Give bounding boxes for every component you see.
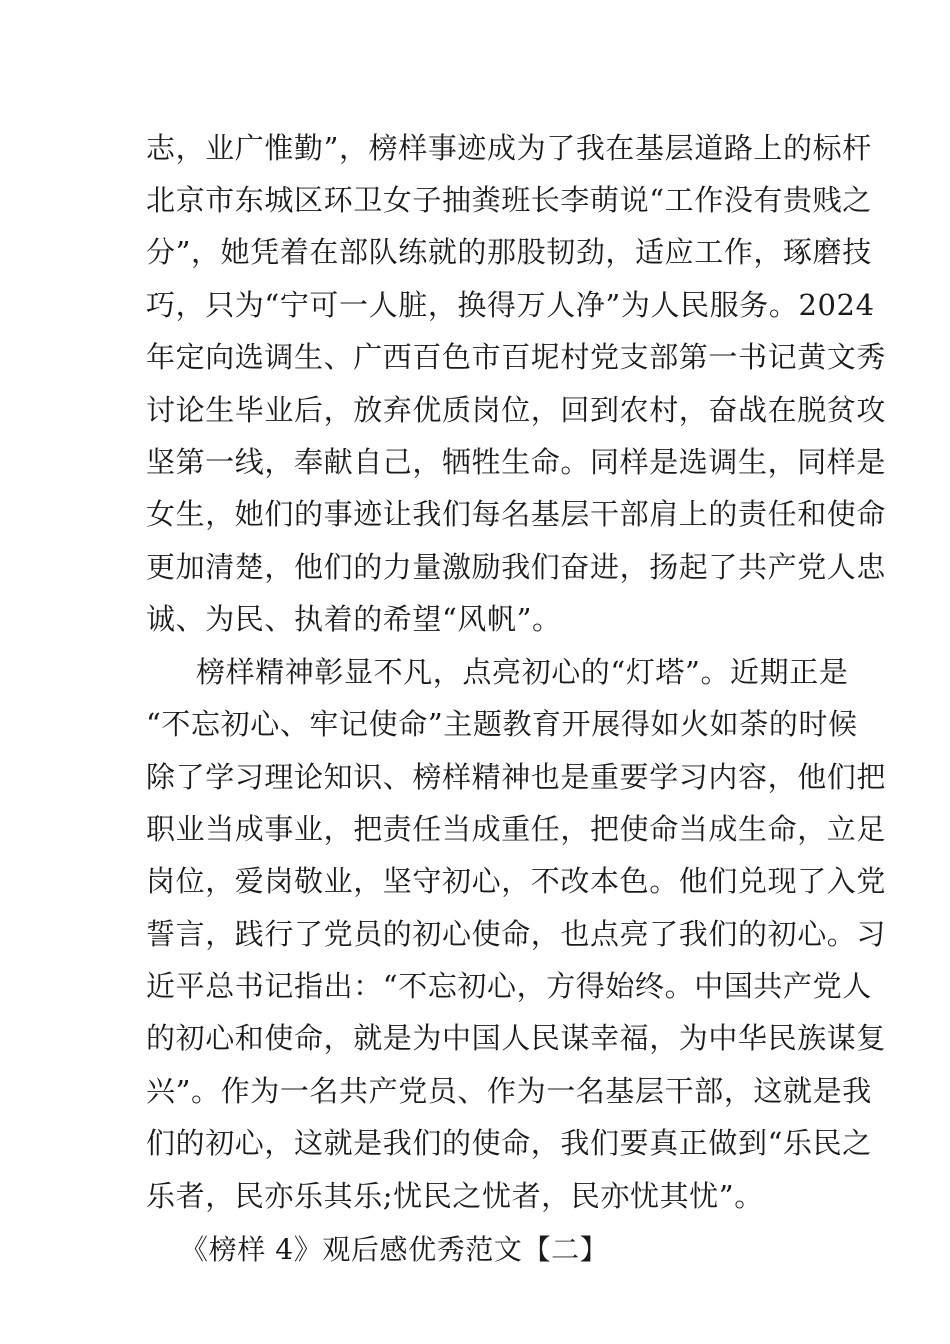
paragraph-line: 乐者，民亦乐其乐;忧民之忧者，民亦忧其忧”。 xyxy=(146,1179,764,1213)
paragraph-line: 女生，她们的事迹让我们每名基层干部肩上的责任和使命 xyxy=(146,497,887,531)
paragraph-line: 职业当成事业，把责任当成重任，把使命当成生命，立足 xyxy=(146,812,887,846)
paragraph-line: “不忘初心、牢记使命”主题教育开展得如火如荼的时候 xyxy=(146,707,858,741)
paragraph-line: 誓言，践行了党员的初心使命，也点亮了我们的初心。习 xyxy=(146,917,887,951)
paragraph-line: 讨论生毕业后，放弃优质岗位，回到农村，奋战在脱贫攻 xyxy=(146,393,887,427)
paragraph-first-line: 榜样精神彰显不凡，点亮初心的“灯塔”。近期正是 xyxy=(196,655,849,689)
paragraph-line: 兴”。作为一名共产党员、作为一名基层干部，这就是我 xyxy=(146,1074,872,1108)
paragraph-line: 志，业广惟勤”，榜样事迹成为了我在基层道路上的标杆 xyxy=(146,131,872,165)
paragraph-line: 坚第一线，奉献自己，牺牲生命。同样是选调生，同样是 xyxy=(146,445,887,479)
paragraph-line: 的初心和使命，就是为中国人民谋幸福，为中华民族谋复 xyxy=(146,1021,887,1055)
paragraph-line: 年定向选调生、广西百色市百坭村党支部第一书记黄文秀 xyxy=(146,340,887,374)
paragraph-line: 北京市东城区环卫女子抽粪班长李萌说“工作没有贵贱之 xyxy=(146,183,872,217)
paragraph-line: 近平总书记指出：“不忘初心，方得始终。中国共产党人 xyxy=(146,969,872,1003)
section-heading: 《榜样 4》观后感优秀范文【二】 xyxy=(180,1233,609,1266)
paragraph-line: 分”，她凭着在部队练就的那股韧劲，适应工作，琢磨技 xyxy=(146,235,872,269)
paragraph-line: 诚、为民、执着的希望“风帆”。 xyxy=(146,602,562,636)
paragraph-line: 更加清楚，他们的力量激励我们奋进，扬起了共产党人忠 xyxy=(146,550,887,584)
paragraph-line: 巧，只为“宁可一人脏，换得万人净”为人民服务。2024 xyxy=(146,288,875,322)
paragraph-line: 们的初心，这就是我们的使命，我们要真正做到“乐民之 xyxy=(146,1126,872,1160)
paragraph-line: 岗位，爱岗敬业，坚守初心，不改本色。他们兑现了入党 xyxy=(146,864,887,898)
paragraph-line: 除了学习理论知识、榜样精神也是重要学习内容，他们把 xyxy=(146,760,887,794)
